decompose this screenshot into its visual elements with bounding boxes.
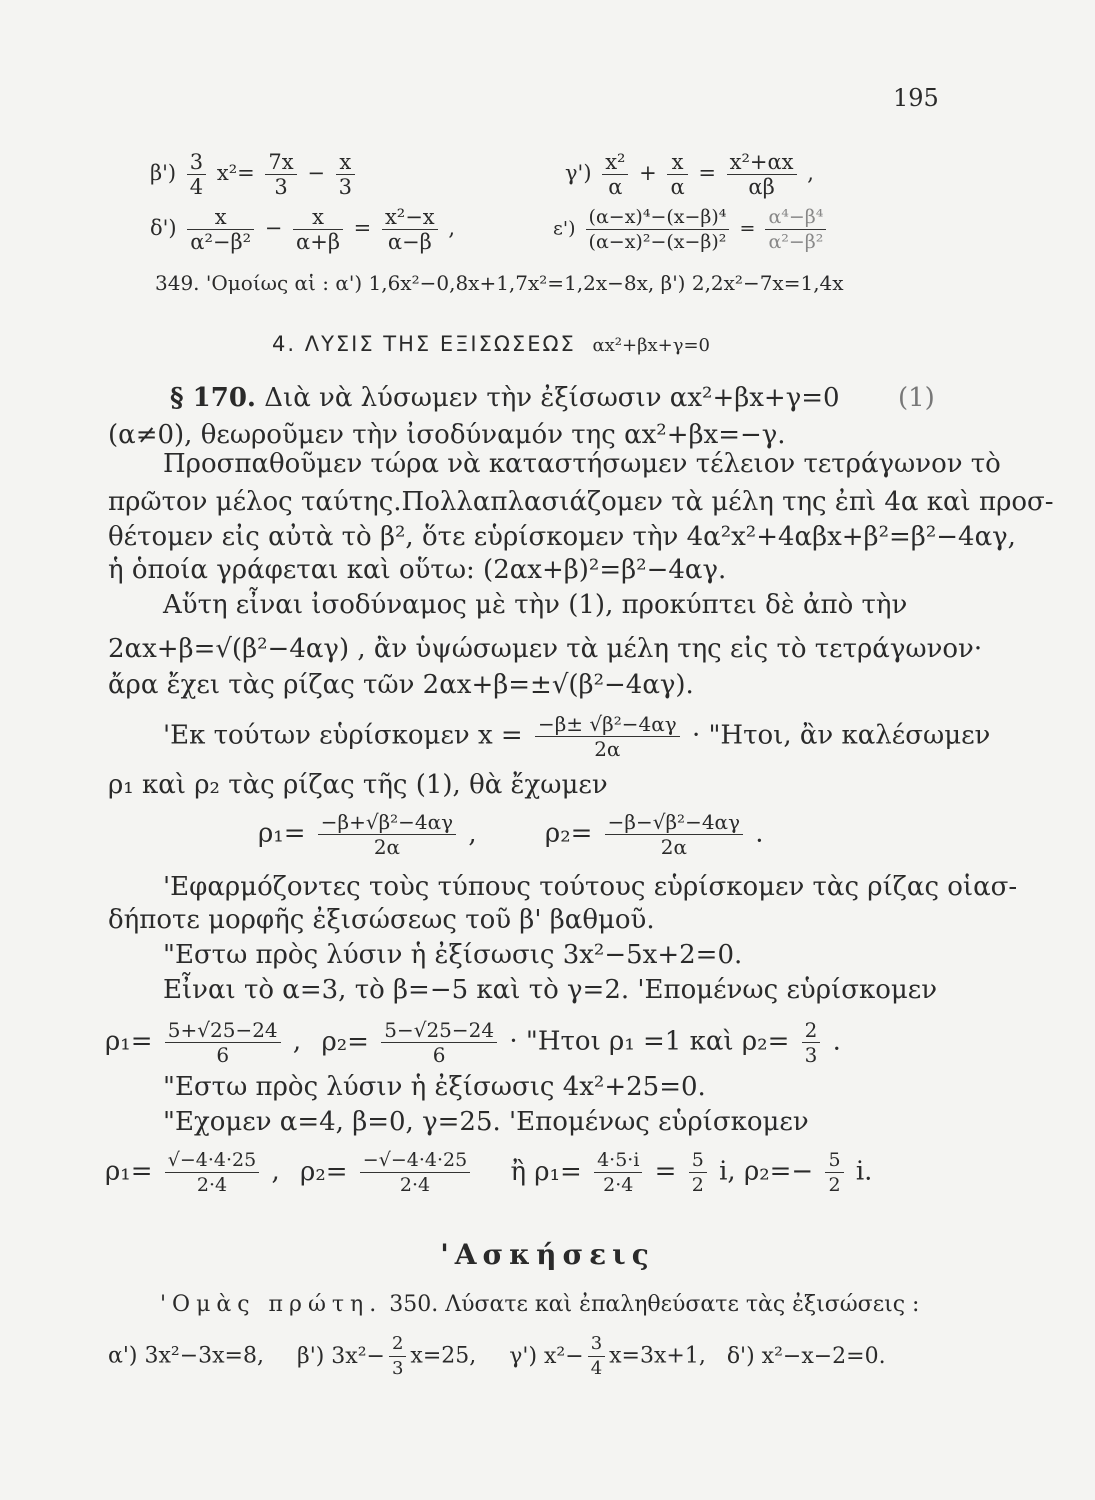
text-line: 2αx+β=√(β²−4αγ) , ἂν ὑψώσωμεν τὰ μέλη της εἰς τὸ τετράγωνον· bbox=[108, 634, 983, 664]
fraction: $\frac{\text{x²}}{\alpha}$ bbox=[602, 150, 628, 199]
exercise-list: α') 3x²−3x=8, β') 3x²− $\frac{2}{3}$ x=25, γ') x²− $\frac{3}{4}$ x=3x+1, δ') x²−x−2=0. bbox=[108, 1333, 886, 1379]
fraction: $\frac{\text{(α−x)⁴−(x−β)⁴}}{\text{(α−x)²−(x−β)²}}$ bbox=[586, 205, 730, 254]
text-line: "Εστω πρὸς λύσιν ἡ ἐξίσωσις 3x²−5x+2=0. bbox=[163, 940, 743, 970]
equation-gamma: γ') $\frac{\text{x²}}{\alpha}$ + $\frac{x}{\alpha}$ = $\frac{\text{x²+αx}}{\alpha\beta}$ , bbox=[565, 150, 814, 199]
text-line: Εἶναι τὸ α=3, τὸ β=−5 καὶ τὸ γ=2. 'Επομένως εὑρίσκομεν bbox=[163, 975, 938, 1005]
fraction: $\frac{x}{\text{α²−β²}}$ bbox=[187, 205, 254, 254]
fraction: $\frac{7x}{3}$ bbox=[265, 150, 296, 199]
example-1-roots: ρ₁= $\frac{5+√25-24}{6}$ , ρ₂= $\frac{5-√25-24}{6}$ · "Ητοι ρ₁ =1 καὶ ρ₂= $\frac{2}{3}$ . bbox=[105, 1018, 841, 1067]
text-line: (α≠0), θεωροῦμεν τὴν ἰσοδύναμόν της αx²+βx=−γ. bbox=[108, 420, 786, 450]
fraction: $\frac{-√-4\cdot 4\cdot 25}{2\cdot 4}$ bbox=[360, 1148, 470, 1197]
equation-epsilon: ε') $\frac{\text{(α−x)⁴−(x−β)⁴}}{\text{(α−x)²−(x−β)²}}$ = $\frac{\text{α⁴−β⁴}}{\text{α²−β²}}$ bbox=[553, 205, 830, 254]
text-line: "Εχομεν α=4, β=0, γ=25. 'Επομένως εὑρίσκομεν bbox=[163, 1107, 809, 1137]
exercises-heading: 'Ασκήσεις bbox=[440, 1238, 655, 1271]
fraction: $\frac{x}{\alpha+\beta}$ bbox=[293, 205, 343, 254]
fraction: $\frac{\text{x²+αx}}{\alpha\beta}$ bbox=[727, 150, 797, 199]
fraction: $\frac{x}{\alpha}$ bbox=[667, 150, 687, 199]
text-line: Αὕτη εἶναι ἰσοδύναμος μὲ τὴν (1), προκύπτει δὲ ἀπὸ τὴν bbox=[163, 590, 908, 620]
fraction: $\frac{5}{2}$ bbox=[825, 1148, 843, 1197]
fraction: $\frac{5}{2}$ bbox=[689, 1148, 707, 1197]
text-line: πρῶτον μέλος ταύτης.Πολλαπλασιάζομεν τὰ μέλη της ἐπὶ 4α καὶ προσ- bbox=[108, 487, 1054, 517]
fraction: $\frac{\text{−β+√β²−4αγ}}{2\alpha}$ bbox=[318, 810, 456, 859]
fraction: $\frac{2}{3}$ bbox=[802, 1018, 821, 1067]
text-line: θέτομεν εἰς αὐτὰ τὸ β², ὅτε εὑρίσκομεν τὴν 4α²x²+4αβx+β²=β²−4αγ, bbox=[108, 522, 1016, 552]
fraction: $\frac{3}{4}$ bbox=[588, 1332, 605, 1381]
text-line: δήποτε μορφῆς ἐξισώσεως τοῦ β' βαθμοῦ. bbox=[108, 905, 655, 935]
equation-delta: δ') $\frac{x}{\text{α²−β²}}$ − $\frac{x}{\alpha+\beta}$ = $\frac{\text{x²−x}}{\alpha-\beta}$ , bbox=[150, 205, 456, 254]
text-line: "Εστω πρὸς λύσιν ἡ ἐξίσωσις 4x²+25=0. bbox=[163, 1072, 706, 1102]
fraction: $\frac{5+√25-24}{6}$ bbox=[165, 1018, 281, 1067]
fraction: $\frac{√-4\cdot 4\cdot 25}{2\cdot 4}$ bbox=[165, 1148, 259, 1197]
fraction: $\frac{\text{−β−√β²−4αγ}}{2\alpha}$ bbox=[605, 810, 743, 859]
fraction: $\frac{3}{4}$ bbox=[187, 150, 206, 199]
paragraph-170-start: § 170. Διὰ νὰ λύσωμεν τὴν ἐξίσωσιν αx²+βx+γ=0 bbox=[170, 383, 840, 413]
text-line: ρ₁ καὶ ρ₂ τὰς ρίζας τῆς (1), θὰ ἔχωμεν bbox=[108, 770, 608, 800]
equation-tag: (1) bbox=[898, 383, 935, 413]
fraction: $\frac{5-√25-24}{6}$ bbox=[381, 1018, 497, 1067]
roots-formula: ρ₁= $\frac{\text{−β+√β²−4αγ}}{2\alpha}$ , ρ₂= $\frac{\text{−β−√β²−4αγ}}{2\alpha}$ . bbox=[258, 810, 764, 859]
fraction: $\frac{\text{x²−x}}{\alpha-\beta}$ bbox=[382, 205, 438, 254]
fraction: $\frac{4\cdot 5\cdot i}{2\cdot 4}$ bbox=[594, 1148, 642, 1197]
exercise-349: 349. 'Ομοίως αἱ : α') 1,6x²−0,8x+1,7x²=1,2x−8x, β') 2,2x²−7x=1,4x bbox=[155, 271, 844, 295]
text-line: 'Εφαρμόζοντες τοὺς τύπους τούτους εὑρίσκομεν τὰς ρίζας οἱασ- bbox=[163, 872, 1018, 902]
exercise-group-350: 'Ομὰς πρώτη. 350. Λύσατε καὶ ἐπαληθεύσατε τὰς ἐξισώσεις : bbox=[160, 1292, 920, 1317]
fraction: $\frac{2}{3}$ bbox=[389, 1332, 406, 1381]
fraction: $\frac{x}{3}$ bbox=[336, 150, 355, 199]
section-title: 4. ΛΥΣΙΣ ΤΗΣ ΕΞΙΣΩΣΕΩΣ αx²+βx+γ=0 bbox=[272, 332, 711, 356]
text-line: ἄρα ἔχει τὰς ρίζας τῶν 2αx+β=±√(β²−4αγ). bbox=[108, 670, 694, 700]
equation-beta: β') $\frac{3}{4}$ x²= $\frac{7x}{3}$ − $\frac{x}{3}$ bbox=[150, 150, 359, 199]
text-line: Προσπαθοῦμεν τώρα νὰ καταστήσωμεν τέλειον τετράγωνον τὸ bbox=[163, 449, 1001, 479]
text-line: ἡ ὁποία γράφεται καὶ οὕτω: (2αx+β)²=β²−4αγ. bbox=[108, 555, 727, 585]
page-number: 195 bbox=[893, 84, 939, 112]
fraction: $\frac{\text{α⁴−β⁴}}{\text{α²−β²}}$ bbox=[765, 205, 826, 254]
formula-x: 'Εκ τούτων εὑρίσκομεν x = $\frac{\text{−β± √β²−4αγ}}{2\alpha}$ · "Ητοι, ἂν καλέσωμεν bbox=[163, 712, 991, 761]
fraction: $\frac{\text{−β± √β²−4αγ}}{2\alpha}$ bbox=[535, 712, 680, 761]
example-2-roots: ρ₁= $\frac{√-4\cdot 4\cdot 25}{2\cdot 4}$ , ρ₂= $\frac{-√-4\cdot 4\cdot 25}{2\cdot 4}$ ἢ ρ₁= $\frac{4\cdot 5\cdot i}{2\cdot 4}$ = $\frac{5}{2}$ i, ρ₂=− $\frac{5}{2}$ i. bbox=[105, 1149, 873, 1196]
